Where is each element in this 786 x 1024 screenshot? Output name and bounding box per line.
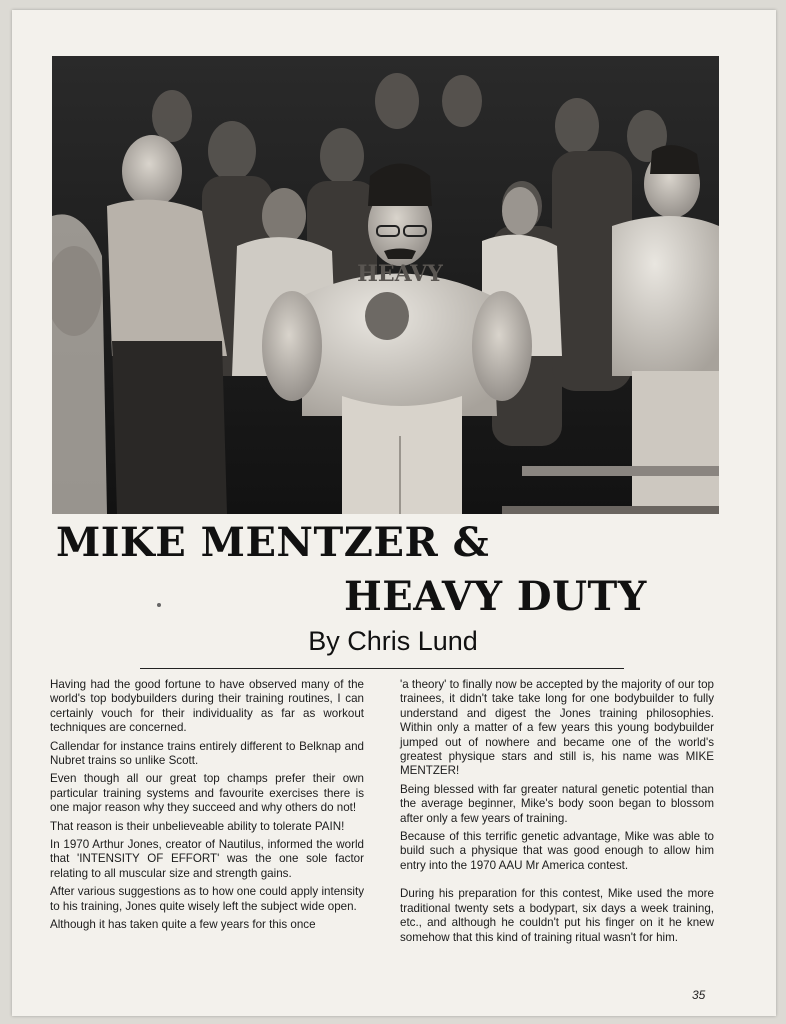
paragraph: In 1970 Arthur Jones, creator of Nautilus, informed the world that 'INTENSITY OF EFFORT' was the one sole factor relating to all muscular size and strength gains. [50, 838, 364, 880]
body-column-right [400, 678, 714, 949]
paragraph: After various suggestions as to how one could apply intensity to his training, Jones quite wisely left the subject wide open. [50, 885, 364, 913]
paragraph: Because of this terrific genetic advantage, Mike was able to build such a physique that was good enough to allow him entry into the 1970 AAU Mr America contest. [400, 830, 714, 872]
shirt-print: HEAVY [357, 261, 443, 287]
paragraph: During his preparation for this contest, Mike used the more traditional twenty sets a bodypart, six days a week training, etc., and although he couldn't put his finger on it he knew somehow that this kind of training ritual wasn't for him. [400, 887, 714, 944]
article-photo [52, 56, 719, 514]
paragraph: Being blessed with far greater natural genetic potential than the average beginner, Mike's body soon began to blossom after only a few years of training. [400, 782, 714, 825]
paragraph: Callendar for instance trains entirely different to Belknap and Nubret trains so unlike Scott. [50, 739, 364, 768]
paragraph: Even though all our great top champs prefer their own particular training systems and favourite exercises there is one major reason why they succeed and why others do not! [50, 772, 364, 815]
photo-illustration [52, 56, 719, 514]
page-number: 35 [692, 988, 706, 1002]
paragraph: Having had the good fortune to have observed many of the world's top bodybuilders during their training routines, I can certainly vouch for their individuality as far as workout techniques are concerned. [50, 678, 364, 735]
paragraph: That reason is their unbelieveable ability to tolerate PAIN! [50, 819, 345, 833]
body-column-left [50, 678, 364, 937]
byline: By Chris Lund [308, 626, 478, 656]
article-title-line2: HEAVY DUTY [344, 573, 647, 620]
print-speck [157, 603, 161, 607]
paragraph: 'a theory' to finally now be accepted by the majority of our top trainees, it didn't take take long for one bodybuilder to fully understand and digest the Jones training philosophies. Within only a matter of a few years this young bodybuilder jumped out of nowhere and became one of the world's greatest physique stars and still is, his name was MIKE MENTZER! [400, 678, 714, 778]
paragraph: Although it has taken quite a few years for this once [50, 918, 316, 932]
article-title-line1: MIKE MENTZER & [56, 519, 490, 566]
byline-rule [140, 668, 624, 669]
